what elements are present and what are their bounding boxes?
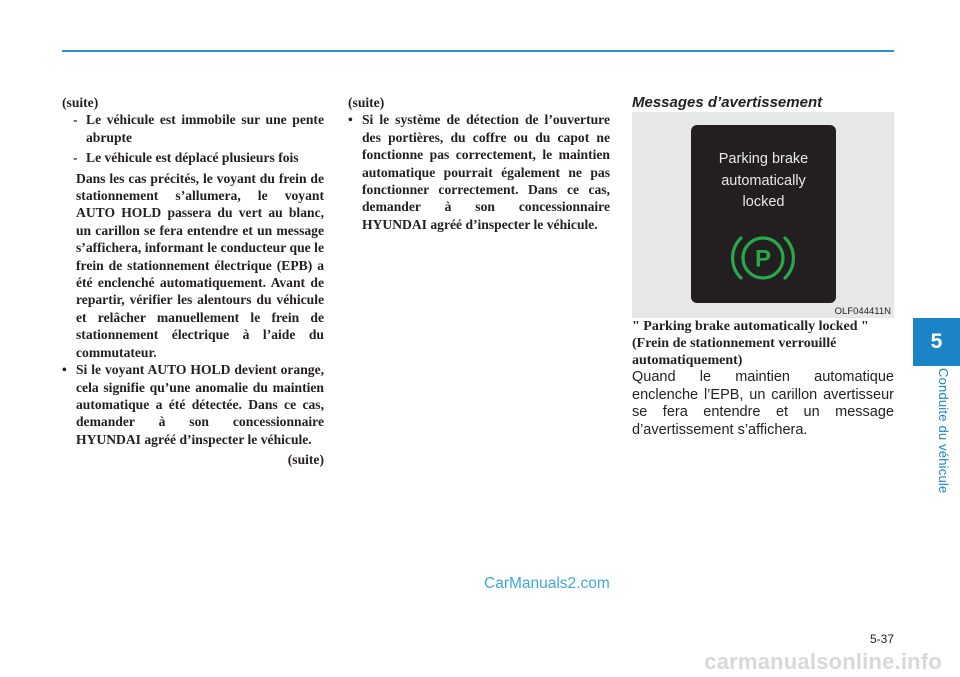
bullet-text: Si le voyant AUTO HOLD devient orange, cela signifie qu’une anomalie du maintien automatique a été détectée. Dans ce cas, demander à son concessionnaire HYUNDAI agréé d’inspecter le véhicule. bbox=[76, 362, 324, 447]
message-description: Quand le maintien automatique enclenche l’EPB, un carillon avertisseur se fera entendre et un message d’avertissement s’affichera. bbox=[632, 369, 894, 438]
figure-caption: " Parking brake automatically locked " (Frein de stationnement verrouillé automatiquement) bbox=[632, 319, 869, 368]
paragraph-epb-auto: Dans les cas précités, le voyant du frein de stationnement s’allumera, le voyant AUTO HOLD passera du vert au blanc, un carillon se fera entendre et un message s’affichera, informant le conducteur que le frein de stationnement électrique (EPB) a été enclenché automatiquement. Avant de repartir, vérifier les alentours du véhicule et relâcher manuellement le frein de stationnement électrique à l’aide du commutateur. bbox=[76, 170, 324, 360]
suite-head-left: (suite) bbox=[62, 95, 99, 110]
bullet-item bbox=[62, 361, 324, 448]
suite-end-left: (suite) bbox=[287, 452, 324, 468]
parking-brake-warning-icon bbox=[730, 230, 796, 286]
column-middle bbox=[348, 94, 610, 236]
bullet-text: Si le système de détection de l’ouverture des portières, du coffre ou du capot ne fonctionne pas correctement, le maintien automatique pourrait également ne pas fonctionner correctement. Dans ce cas, demander à son concessionnaire HYUNDAI agréé d’inspecter le véhicule. bbox=[362, 112, 610, 232]
dash-item-text: Le véhicule est déplacé plusieurs fois bbox=[86, 150, 299, 166]
cluster-figure bbox=[632, 112, 894, 318]
chapter-number-tab: 5 bbox=[913, 318, 960, 366]
dash-item bbox=[62, 149, 324, 166]
parking-brake-letter: P bbox=[754, 245, 772, 273]
column-right bbox=[632, 94, 894, 439]
figure-code: OLF044411N bbox=[834, 306, 891, 317]
bullet-marker: • bbox=[62, 362, 67, 378]
cluster-screen bbox=[691, 125, 836, 303]
suite-head-middle: (suite) bbox=[348, 95, 385, 110]
page-number: 5-37 bbox=[869, 632, 894, 646]
dash-item-text: Le véhicule est immobile sur une pente abrupte bbox=[86, 112, 324, 145]
screen-line: locked bbox=[742, 194, 785, 210]
column-left bbox=[62, 94, 324, 469]
footer-watermark: carmanualsonline.info bbox=[704, 649, 942, 674]
section-title: Messages d’avertissement bbox=[632, 94, 823, 111]
screen-line: automatically bbox=[721, 172, 806, 189]
bullet-marker: • bbox=[348, 112, 353, 128]
screen-line: Parking brake bbox=[718, 151, 809, 167]
watermark-link[interactable]: CarManuals2.com bbox=[484, 575, 610, 592]
dash-item bbox=[62, 111, 324, 146]
bullet-item bbox=[348, 111, 610, 233]
header-rule bbox=[62, 50, 894, 52]
screen-message bbox=[691, 149, 836, 214]
dash-marker: - bbox=[73, 112, 78, 128]
chapter-title: Conduite du véhicule bbox=[936, 368, 951, 494]
dash-marker: - bbox=[73, 150, 78, 166]
